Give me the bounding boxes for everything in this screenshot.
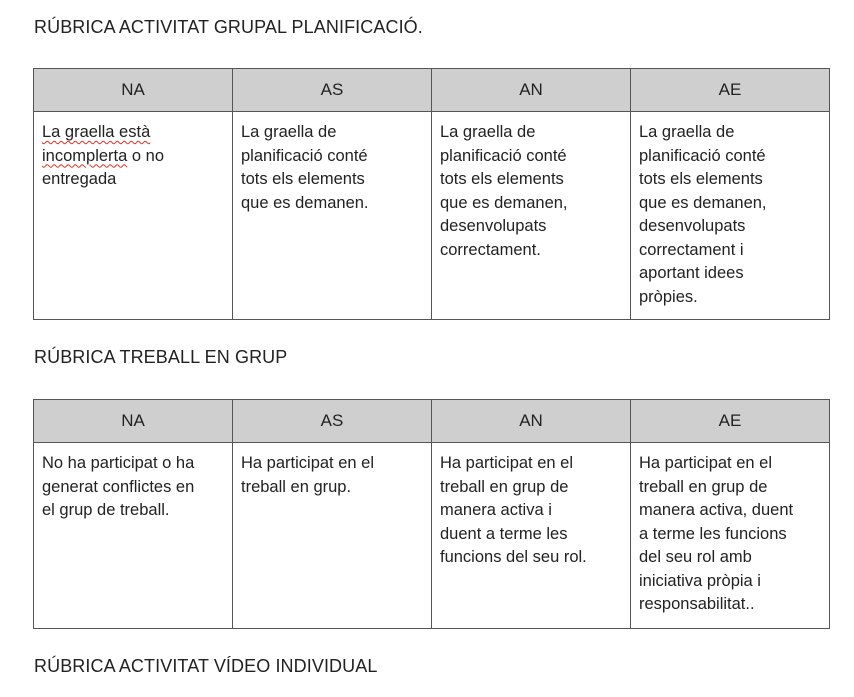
column-header-an: AN <box>432 400 631 443</box>
cell-text: planificació conté <box>639 146 766 165</box>
cell-text: manera activa, duent <box>639 501 794 519</box>
cell-text: treball en grup. <box>241 477 352 496</box>
cell-text: La graella de <box>241 123 337 141</box>
cell-text: duent a terme les <box>440 524 568 543</box>
cell-as <box>233 112 432 320</box>
group-work-rubric-table <box>33 399 830 629</box>
cell-text: manera activa i <box>440 501 552 519</box>
spellcheck-text: La graella està <box>42 123 151 141</box>
cell-text: o no <box>127 146 164 165</box>
column-header-na: NA <box>34 69 233 112</box>
cell-na <box>34 112 233 320</box>
column-header-as: AS <box>233 400 432 443</box>
cell-text: La graella de <box>440 123 536 141</box>
cell-text: que es demanen, <box>440 193 568 212</box>
cell-text: del seu rol amb <box>639 548 752 566</box>
cell-text: correctament. <box>440 240 541 259</box>
cell-text: tots els elements <box>241 170 365 188</box>
cell-text: que es demanen. <box>241 193 369 212</box>
cell-ae <box>631 443 830 629</box>
cell-text: Ha participat en el <box>440 454 573 472</box>
cell-text: iniciativa pròpia i <box>639 571 761 590</box>
heading-video-rubric: RÚBRICA ACTIVITAT VÍDEO INDIVIDUAL <box>34 656 378 676</box>
cell-text: el grup de treball. <box>42 501 170 519</box>
cell-ae <box>631 112 830 320</box>
cell-text: que es demanen, <box>639 193 767 212</box>
cell-text: Ha participat en el <box>639 454 772 472</box>
cell-an <box>432 112 631 320</box>
column-header-ae: AE <box>631 400 830 443</box>
column-header-na: NA <box>34 400 233 443</box>
cell-text: desenvolupats <box>440 217 547 235</box>
cell-text: a terme les funcions <box>639 524 787 543</box>
cell-text: planificació conté <box>440 146 567 165</box>
cell-text: responsabilitat.. <box>639 595 755 613</box>
cell-text: treball en grup de <box>639 477 768 496</box>
table-row <box>34 443 830 629</box>
cell-text: treball en grup de <box>440 477 569 496</box>
cell-na <box>34 443 233 629</box>
cell-text: pròpies. <box>639 287 698 306</box>
cell-text: desenvolupats <box>639 217 746 235</box>
cell-text: Ha participat en el <box>241 454 374 472</box>
cell-text: tots els elements <box>440 170 564 188</box>
cell-text: La graella de <box>639 123 735 141</box>
table-header-row <box>34 400 830 443</box>
cell-text: correctament i <box>639 240 744 259</box>
cell-text: aportant idees <box>639 264 744 282</box>
cell-text: entregada <box>42 170 117 188</box>
cell-as <box>233 443 432 629</box>
column-header-as: AS <box>233 69 432 112</box>
cell-text: planificació conté <box>241 146 368 165</box>
column-header-an: AN <box>432 69 631 112</box>
cell-text: No ha participat o ha <box>42 454 195 472</box>
planning-rubric-table <box>33 68 830 320</box>
spellcheck-text: incomplerta <box>42 146 128 165</box>
heading-group-work-rubric: RÚBRICA TREBALL EN GRUP <box>34 347 288 367</box>
table-row <box>34 112 830 320</box>
cell-text: tots els elements <box>639 170 763 188</box>
cell-text: funcions del seu rol. <box>440 548 587 566</box>
cell-an <box>432 443 631 629</box>
table-header-row <box>34 69 830 112</box>
cell-text: generat conflictes en <box>42 477 195 496</box>
heading-planning-rubric: RÚBRICA ACTIVITAT GRUPAL PLANIFICACIÓ. <box>34 17 423 37</box>
column-header-ae: AE <box>631 69 830 112</box>
